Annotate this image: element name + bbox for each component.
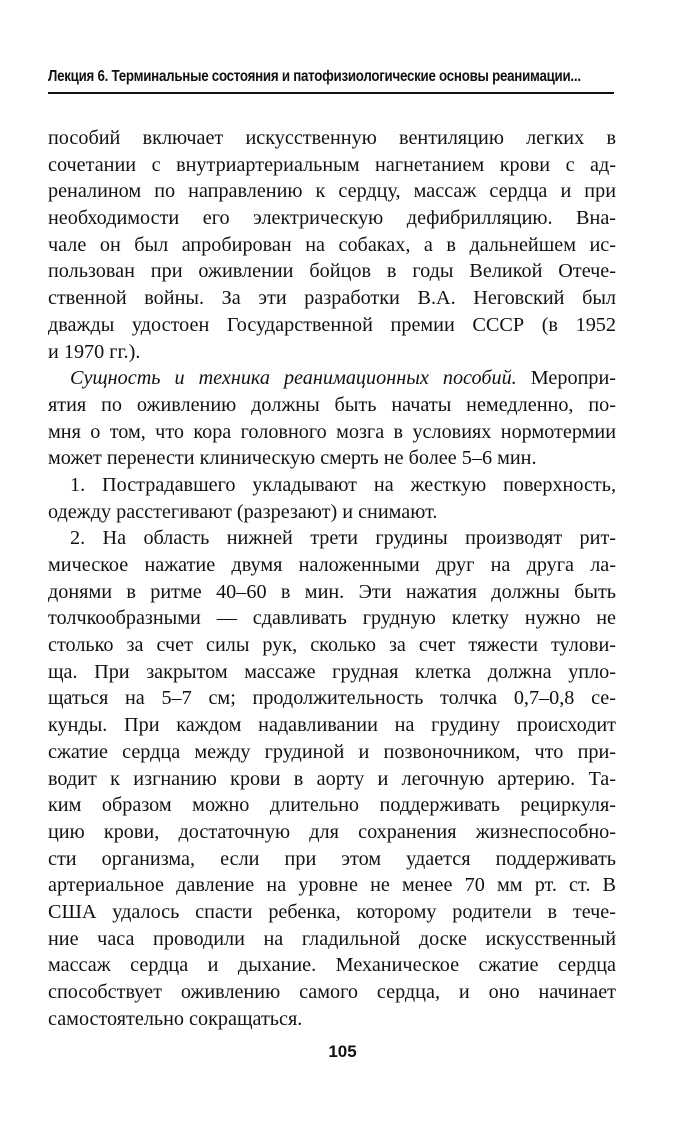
text-line: мня о том, что кора головного мозга в условиях нормотермии xyxy=(48,420,616,443)
text-line: самостоятельно сокращаться. xyxy=(48,1007,303,1030)
text-line: способствует оживлению самого сердца, и оно начинает xyxy=(48,981,616,1003)
text-line: 1. Пострадавшего укладывают на жесткую поверхность, xyxy=(70,473,616,496)
text-line: артериальное давление на уровне не менее 70 мм рт. ст. В xyxy=(48,874,616,897)
text-line: мическое нажатие двумя наложенными друг на друга ла- xyxy=(48,554,616,576)
text-line: водит к изгнанию крови в аорту и легочную артерию. Та- xyxy=(48,767,616,790)
text-line xyxy=(48,365,616,392)
text-line: сочетании с внутриартериальным нагнетанием крови с ад- xyxy=(48,153,616,176)
italic-lead: Сущность и техника реанимационных пособий. xyxy=(70,367,517,390)
paragraph-2 xyxy=(48,365,616,472)
text-line-rest: Меропри- xyxy=(516,367,616,390)
text-line: и 1970 гг.). xyxy=(48,340,141,363)
text-line: чале он был апробирован на собаках, а в дальнейшем ис- xyxy=(48,233,616,256)
header-rule xyxy=(48,92,614,94)
text-line: пользован при оживлении бойцов в годы Великой Отече- xyxy=(48,260,616,283)
text-line: ние часа проводили на гладильной доске искусственный xyxy=(48,927,616,950)
text-line: донями в ритме 40–60 в мин. Эти нажатия должны быть xyxy=(48,580,616,603)
text-line: ятия по оживлению должны быть начаты немедленно, по- xyxy=(48,393,616,416)
text-line: ща. При закрытом массаже грудная клетка должна упло- xyxy=(48,660,616,683)
text-line: США удалось спасти ребенка, которому родители в тече- xyxy=(48,900,616,923)
text-line: ким образом можно длительно поддерживать рециркуля- xyxy=(48,794,616,817)
text-line: 2. На область нижней трети грудины производят рит- xyxy=(70,527,616,550)
text-line: цию крови, достаточную для сохранения жизнеспособно- xyxy=(48,820,616,843)
text-line: одежду расстегивают (разрезают) и снимают. xyxy=(48,500,438,523)
running-header: Лекция 6. Терминальные состояния и патофизиологические основы реанимации... xyxy=(48,68,581,85)
page-number: 105 xyxy=(328,1042,357,1061)
paragraph-1 xyxy=(48,125,616,365)
text-line: пособий включает искусственную вентиляцию легких в xyxy=(48,127,616,149)
text-line: необходимости его электрическую дефибрилляцию. Вна- xyxy=(48,207,616,230)
text-line: щаться на 5–7 см; продолжительность толчка 0,7–0,8 се- xyxy=(48,687,616,710)
body-text xyxy=(48,125,616,1032)
text-line: кунды. При каждом надавливании на грудину происходит xyxy=(48,714,616,737)
paragraph-3 xyxy=(48,472,616,525)
text-line: массаж сердца и дыхание. Механическое сжатие сердца xyxy=(48,954,616,977)
text-line: дважды удостоен Государственной премии СССР (в 1952 xyxy=(48,313,616,336)
text-line: толчкообразными — сдавливать грудную клетку нужно не xyxy=(48,607,616,630)
text-line: сти организма, если при этом удается поддерживать xyxy=(48,847,616,870)
text-line: столько за счет силы рук, сколько за счет тяжести тулови- xyxy=(48,634,616,657)
text-line: может перенести клиническую смерть не более 5–6 мин. xyxy=(48,447,537,470)
text-line: ственной войны. За эти разработки В.А. Неговский был xyxy=(48,287,616,310)
text-line: реналином по направлению к сердцу, массаж сердца и при xyxy=(48,180,616,203)
text-line: сжатие сердца между грудиной и позвоночником, что при- xyxy=(48,740,616,763)
paragraph-4 xyxy=(48,525,616,1032)
